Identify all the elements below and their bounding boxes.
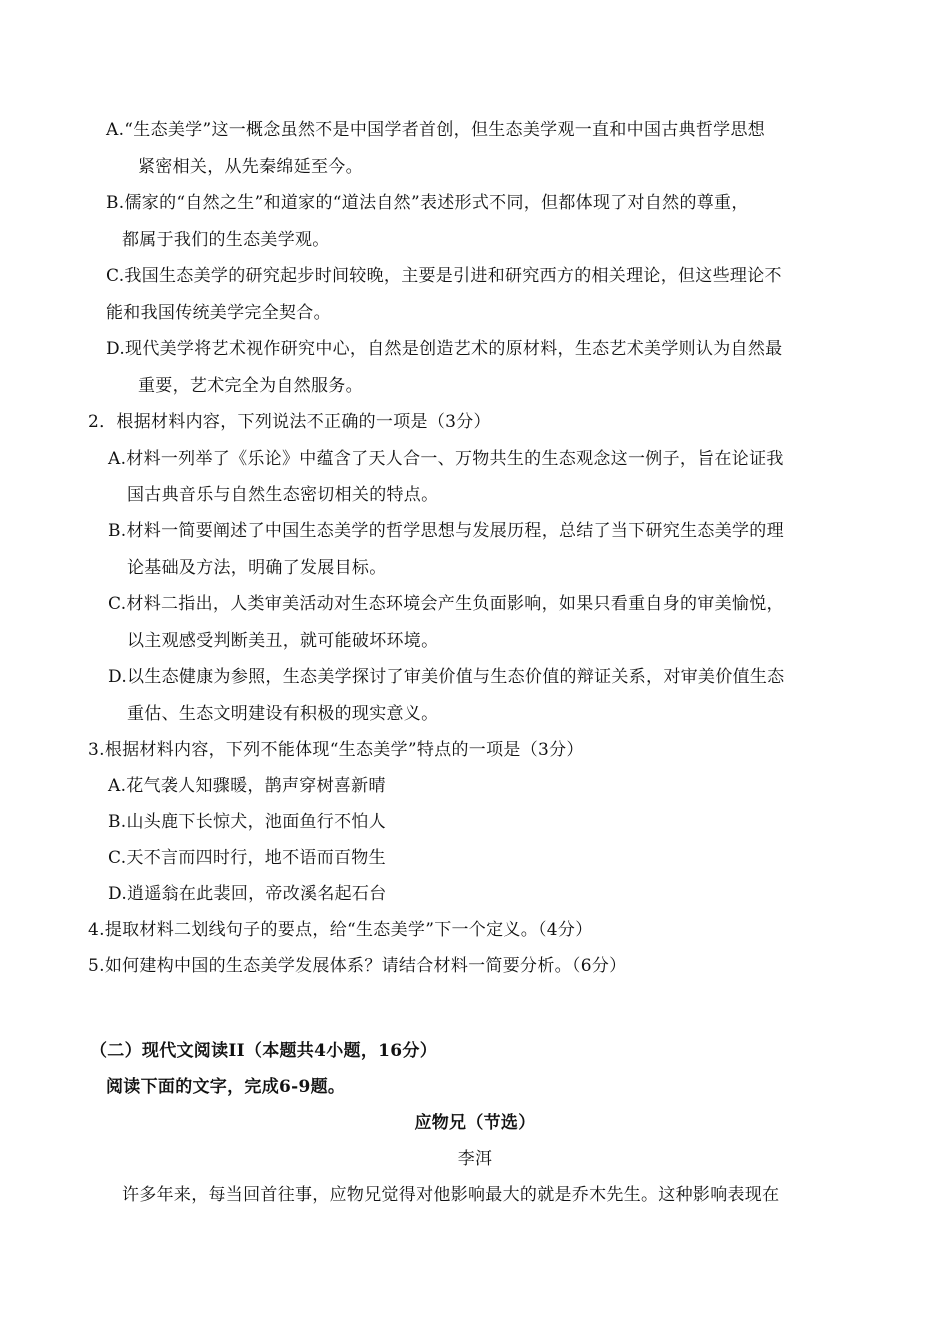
q1-option-c-line2: 能和我国传统美学完全契合。 <box>106 303 331 323</box>
q2-option-c-line1: C.材料二指出，人类审美活动对生态环境会产生负面影响，如果只看重自身的审美愉悦， <box>108 594 784 614</box>
q3-option-a: A.花气袭人知骤暖，鹊声穿树喜新晴 <box>108 776 386 796</box>
q2-stem: 2．根据材料内容，下列说法不正确的一项是（3分） <box>88 412 491 432</box>
q5-stem: 5.如何建构中国的生态美学发展体系？请结合材料一简要分析。（6分） <box>88 956 627 976</box>
q1-option-b-line2: 都属于我们的生态美学观。 <box>122 230 330 250</box>
q1-option-a-line2: 紧密相关，从先秦绵延至今。 <box>138 157 363 177</box>
q2-option-a-line1: A.材料一列举了《乐论》中蕴含了天人合一、万物共生的生态观念这一例子，旨在论证我 <box>108 449 784 469</box>
q2-option-a-line2: 国古典音乐与自然生态密切相关的特点。 <box>127 485 439 505</box>
q1-option-d-line1: D.现代美学将艺术视作研究中心，自然是创造艺术的原材料，生态艺术美学则认为自然最 <box>106 339 783 359</box>
q2-option-d-line1: D.以生态健康为参照，生态美学探讨了审美价值与生态价值的辩证关系，对审美价值生态 <box>108 667 785 687</box>
q3-stem: 3.根据材料内容，下列不能体现“生态美学”特点的一项是（3分） <box>88 740 584 760</box>
q4-stem: 4.提取材料二划线句子的要点，给“生态美学”下一个定义。（4分） <box>88 920 593 940</box>
q2-option-c-line2: 以主观感受判断美丑，就可能破坏环境。 <box>127 631 439 651</box>
section2-heading: （二）现代文阅读II（本题共4小题，16分） <box>90 1041 437 1061</box>
q2-option-d-line2: 重估、生态文明建设有积极的现实意义。 <box>127 704 439 724</box>
q3-option-b: B.山头鹿下长惊犬，池面鱼行不怕人 <box>108 812 386 832</box>
q1-option-d-line2: 重要，艺术完全为自然服务。 <box>138 376 363 396</box>
q2-option-b-line1: B.材料一简要阐述了中国生态美学的哲学思想与发展历程，总结了当下研究生态美学的理 <box>108 521 784 541</box>
q1-option-b-line1: B.儒家的“自然之生”和道家的“道法自然”表述形式不同，但都体现了对自然的尊重， <box>106 193 749 213</box>
q3-option-d: D.逍遥翁在此裴回，帝改溪名起石台 <box>108 884 387 904</box>
article-first-line: 许多年来，每当回首往事，应物兄觉得对他影响最大的就是乔木先生。这种影响表现在 <box>122 1185 780 1205</box>
section2-instruction: 阅读下面的文字，完成6-9题。 <box>106 1077 346 1097</box>
article-title: 应物兄（节选） <box>414 1113 536 1133</box>
article-author: 李洱 <box>457 1149 493 1169</box>
q1-option-c-line1: C.我国生态美学的研究起步时间较晚，主要是引进和研究西方的相关理论，但这些理论不 <box>106 266 782 286</box>
q2-option-b-line2: 论基础及方法，明确了发展目标。 <box>127 558 387 578</box>
q1-option-a-line1: A.“生态美学”这一概念虽然不是中国学者首创，但生态美学观一直和中国古典哲学思想 <box>106 120 766 140</box>
q3-option-c: C.天不言而四时行，地不语而百物生 <box>108 848 386 868</box>
